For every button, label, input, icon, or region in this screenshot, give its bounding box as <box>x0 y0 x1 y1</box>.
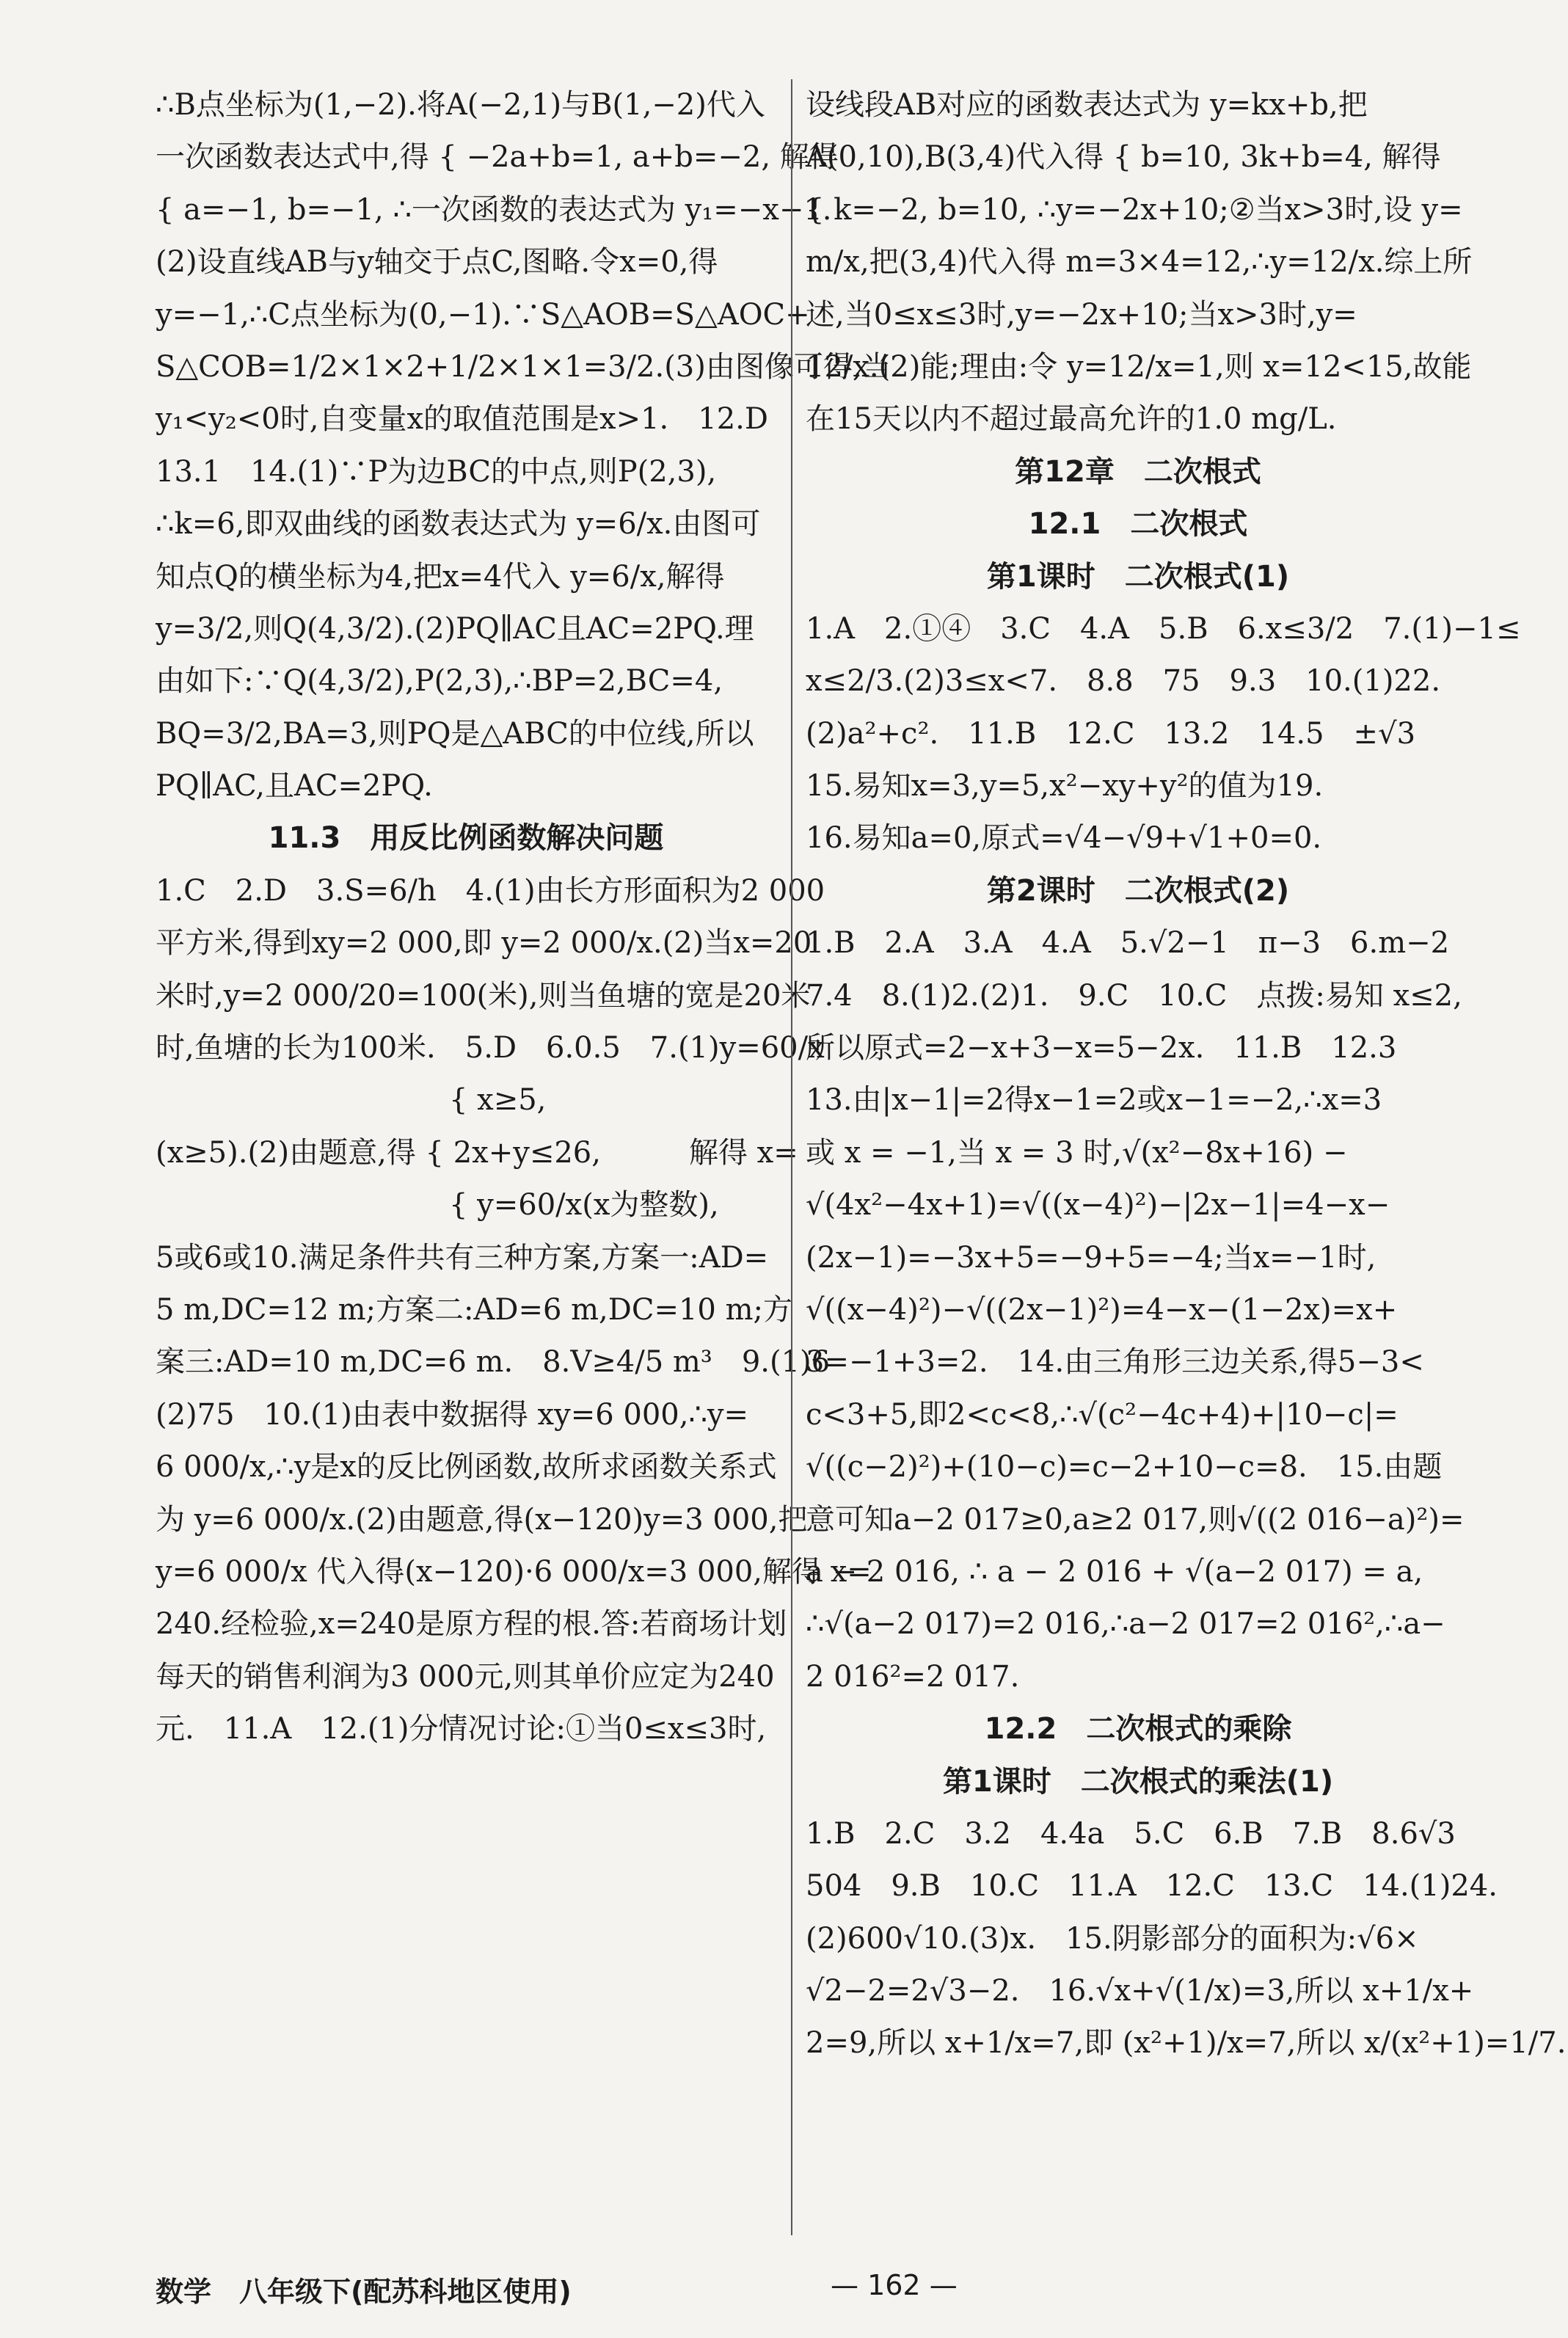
text-line: 240.经检验,x=240是原方程的根.答:若商场计划 <box>156 1607 787 1642</box>
text-line: m/x,把(3,4)代入得 m=3×4=12,∴y=12/x.综上所 <box>806 245 1473 280</box>
text-line: 504 9.B 10.C 11.A 12.C 13.C 14.(1)24. <box>806 1869 1498 1904</box>
section-heading: 第12章 二次根式 <box>1015 454 1261 489</box>
text-line: 6 000/x,∴y是x的反比例函数,故所求函数关系式 <box>156 1450 777 1485</box>
section-heading: 11.3 用反比例函数解决问题 <box>268 821 664 856</box>
text-line: y₁<y₂<0时,自变量x的取值范围是x>1. 12.D <box>156 402 768 437</box>
text-line: 5 m,DC=12 m;方案二:AD=6 m,DC=10 m;方 <box>156 1292 792 1327</box>
text-line: { a=−1, b=−1, ∴一次函数的表达式为 y₁=−x−1. <box>156 192 832 227</box>
text-line: 知点Q的横坐标为4,把x=4代入 y=6/x,解得 <box>156 559 725 594</box>
text-line: 为 y=6 000/x.(2)由题意,得(x−120)y=3 000,把 <box>156 1502 808 1537</box>
text-line: 设线段AB对应的函数表达式为 y=kx+b,把 <box>806 88 1368 122</box>
text-line: 每天的销售利润为3 000元,则其单价应定为240 <box>156 1659 775 1694</box>
text-line: 1.B 2.A 3.A 4.A 5.√2−1 π−3 6.m−2 <box>806 926 1450 961</box>
text-line: 2=9,所以 x+1/x=7,即 (x²+1)/x=7,所以 x/(x²+1)=1/7. <box>806 2026 1567 2061</box>
left-column <box>156 79 891 1756</box>
book-title: 数学 八年级下(配苏科地区使用) <box>156 2276 572 2308</box>
text-line: 13.1 14.(1)∵P为边BC的中点,则P(2,3), <box>156 454 717 489</box>
text-line: 3=−1+3=2. 14.由三角形三边关系,得5−3< <box>806 1345 1424 1380</box>
text-line: √(4x²−4x+1)=√((x−4)²)−|2x−1|=4−x− <box>806 1188 1390 1223</box>
text-line: { x≥5, <box>156 1083 547 1118</box>
text-line: 12/x.(2)能;理由:令 y=12/x=1,则 x=12<15,故能 <box>806 349 1472 384</box>
text-line: 述,当0≤x≤3时,y=−2x+10;当x>3时,y= <box>806 297 1357 332</box>
text-line: 7.4 8.(1)2.(2)1. 9.C 10.C 点拨:易知 x≤2, <box>806 978 1462 1013</box>
text-line: 16.易知a=0,原式=√4−√9+√1+0=0. <box>806 821 1322 856</box>
text-line: 2 016²=2 017. <box>806 1659 1020 1694</box>
text-line: 一次函数表达式中,得 { −2a+b=1, a+b=−2, 解得 <box>156 140 839 175</box>
text-line: (2)75 10.(1)由表中数据得 xy=6 000,∴y= <box>156 1397 749 1432</box>
page-number: — 162 — <box>831 2269 958 2301</box>
text-line: (x≥5).(2)由题意,得 { 2x+y≤26, 解得 x= <box>156 1135 798 1170</box>
text-line: (2)设直线AB与y轴交于点C,图略.令x=0,得 <box>156 245 718 280</box>
text-line: √((x−4)²)−√((2x−1)²)=4−x−(1−2x)=x+ <box>806 1292 1398 1327</box>
column-divider <box>791 79 792 2235</box>
text-line: { k=−2, b=10, ∴y=−2x+10;②当x>3时,设 y= <box>806 192 1463 227</box>
section-heading: 第2课时 二次根式(2) <box>986 873 1290 908</box>
text-line: ∴B点坐标为(1,−2).将A(−2,1)与B(1,−2)代入 <box>156 88 765 122</box>
text-line: y=6 000/x 代入得(x−120)·6 000/x=3 000,解得 x= <box>156 1554 872 1589</box>
text-line: √((c−2)²)+(10−c)=c−2+10−c=8. 15.由题 <box>806 1450 1443 1485</box>
section-heading: 12.1 二次根式 <box>1028 507 1248 542</box>
section-heading: 第1课时 二次根式的乘法(1) <box>942 1764 1334 1799</box>
text-line: 平方米,得到xy=2 000,即 y=2 000/x.(2)当x=20 <box>156 926 812 961</box>
text-line: { y=60/x(x为整数), <box>156 1188 719 1223</box>
text-line: (2)a²+c². 11.B 12.C 13.2 14.5 ±√3 <box>806 716 1416 751</box>
text-line: ∴k=6,即双曲线的函数表达式为 y=6/x.由图可 <box>156 507 761 542</box>
text-line: c<3+5,即2<c<8,∴√(c²−4c+4)+|10−c|= <box>806 1397 1399 1432</box>
text-line: (2)600√10.(3)x. 15.阴影部分的面积为:√6× <box>806 1921 1419 1956</box>
text-line: 由如下:∵Q(4,3/2),P(2,3),∴BP=2,BC=4, <box>156 664 723 699</box>
text-line: 1.A 2.①④ 3.C 4.A 5.B 6.x≤3/2 7.(1)−1≤ <box>806 611 1521 646</box>
text-line: 案三:AD=10 m,DC=6 m. 8.V≥4/5 m³ 9.(1)6 <box>156 1345 831 1380</box>
section-heading: 12.2 二次根式的乘除 <box>984 1712 1292 1747</box>
text-line: S△COB=1/2×1×2+1/2×1×1=3/2.(3)由图像可得,当 <box>156 349 891 384</box>
text-line: 13.由|x−1|=2得x−1=2或x−1=−2,∴x=3 <box>806 1083 1382 1118</box>
text-line: 元. 11.A 12.(1)分情况讨论:①当0≤x≤3时, <box>156 1712 767 1747</box>
text-line: A(0,10),B(3,4)代入得 { b=10, 3k+b=4, 解得 <box>806 140 1441 175</box>
text-line: 时,鱼塘的长为100米. 5.D 6.0.5 7.(1)y=60/x <box>156 1031 825 1066</box>
text-line: PQ∥AC,且AC=2PQ. <box>156 769 433 804</box>
text-line: 意可知a−2 017≥0,a≥2 017,则√((2 016−a)²)= <box>806 1502 1465 1537</box>
text-line: 1.B 2.C 3.2 4.4a 5.C 6.B 7.B 8.6√3 <box>806 1816 1456 1851</box>
text-line: ∴√(a−2 017)=2 016,∴a−2 017=2 016²,∴a− <box>806 1607 1445 1642</box>
text-line: 5或6或10.满足条件共有三种方案,方案一:AD= <box>156 1240 769 1275</box>
text-line: 或 x = −1,当 x = 3 时,√(x²−8x+16) − <box>806 1135 1348 1170</box>
text-line: (2x−1)=−3x+5=−9+5=−4;当x=−1时, <box>806 1240 1376 1275</box>
text-line: 在15天以内不超过最高允许的1.0 mg/L. <box>806 402 1337 437</box>
text-line: y=3/2,则Q(4,3/2).(2)PQ∥AC且AC=2PQ.理 <box>156 611 754 646</box>
text-line: BQ=3/2,BA=3,则PQ是△ABC的中位线,所以 <box>156 716 754 751</box>
right-column <box>806 79 1567 2070</box>
text-line: x≤2/3.(2)3≤x<7. 8.8 75 9.3 10.(1)22. <box>806 664 1441 699</box>
text-line: √2−2=2√3−2. 16.√x+√(1/x)=3,所以 x+1/x+ <box>806 1974 1474 2009</box>
section-heading: 第1课时 二次根式(1) <box>986 559 1290 594</box>
text-line: 米时,y=2 000/20=100(米),则当鱼塘的宽是20米 <box>156 978 811 1013</box>
text-line: 1.C 2.D 3.S=6/h 4.(1)由长方形面积为2 000 <box>156 873 825 908</box>
text-line: a − 2 016, ∴ a − 2 016 + √(a−2 017) = a, <box>806 1554 1423 1589</box>
text-line: 所以原式=2−x+3−x=5−2x. 11.B 12.3 <box>806 1031 1397 1066</box>
text-line: y=−1,∴C点坐标为(0,−1).∵S△AOB=S△AOC+ <box>156 297 810 332</box>
text-line: 15.易知x=3,y=5,x²−xy+y²的值为19. <box>806 769 1324 804</box>
